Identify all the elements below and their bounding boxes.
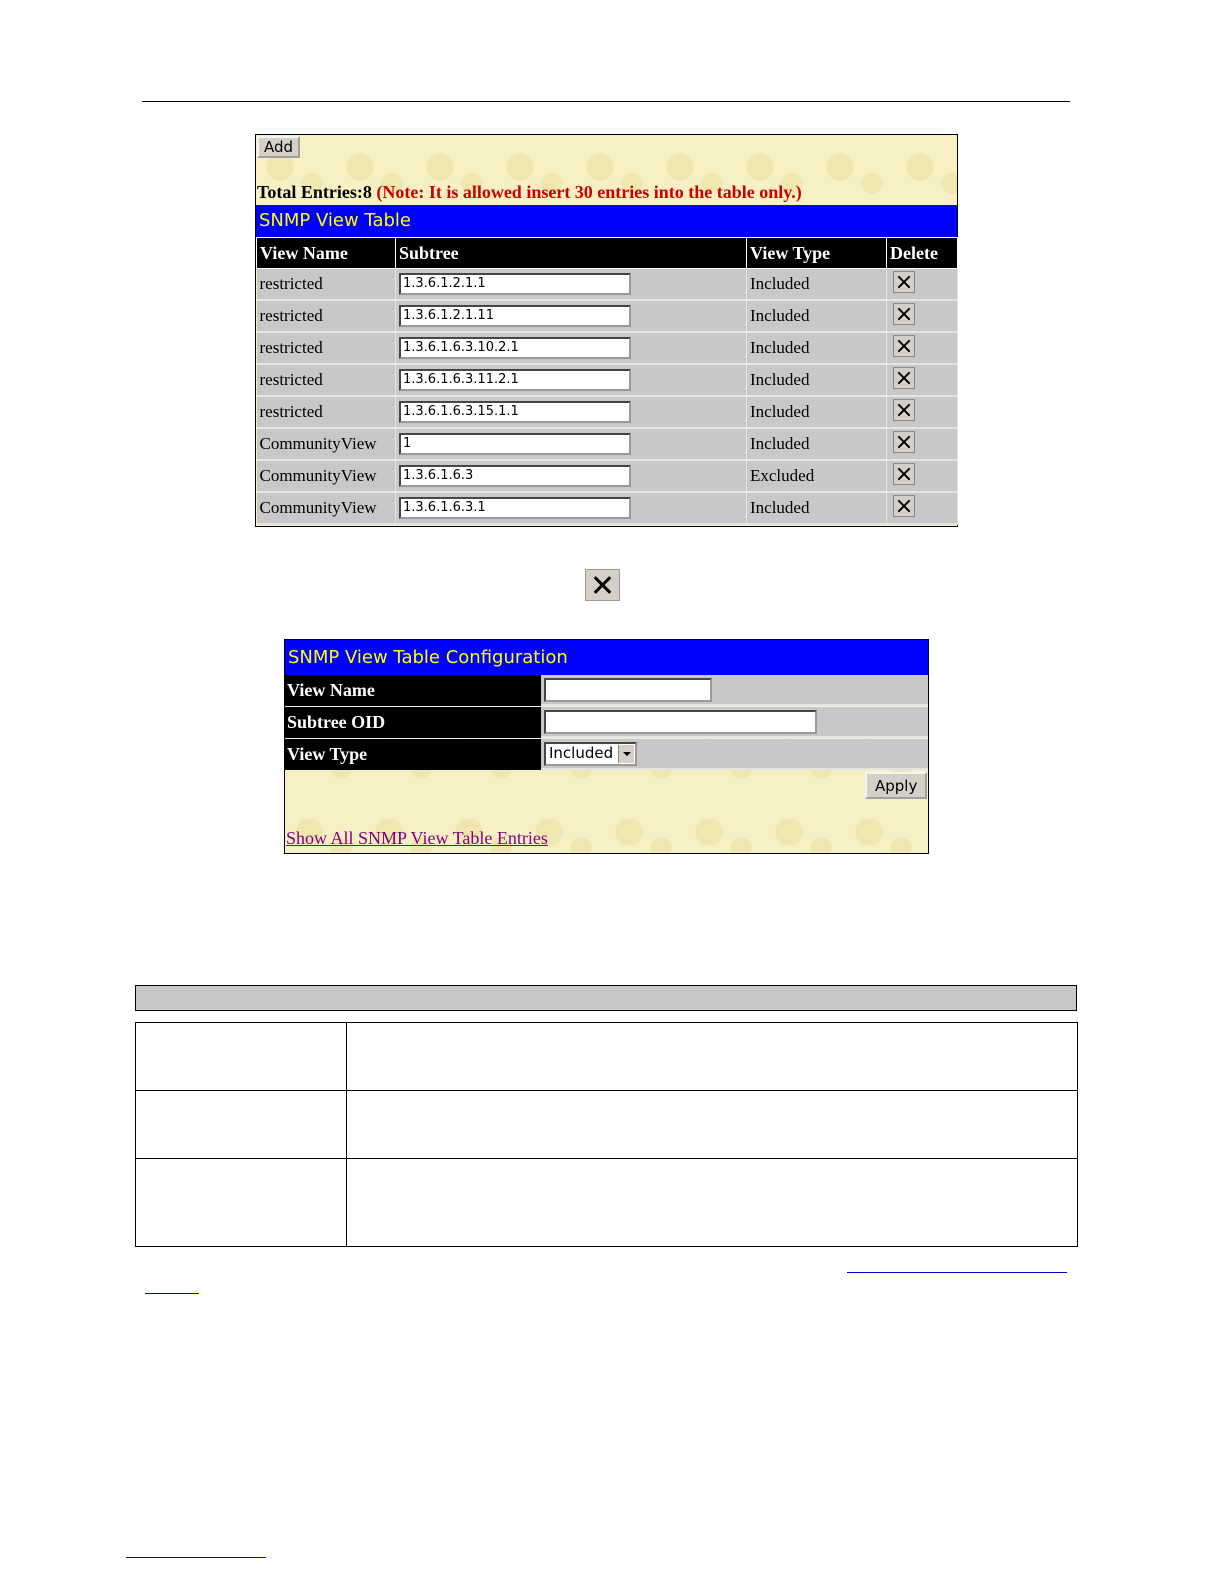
delete-cell [887, 332, 958, 364]
view-name-label: View Name [285, 675, 541, 706]
delete-cell [887, 428, 958, 460]
view-name-cell [541, 675, 928, 706]
delete-x-icon[interactable] [893, 495, 915, 517]
config-title: SNMP View Table Configuration [285, 640, 928, 675]
table-row [136, 1091, 1078, 1159]
param-cell [136, 1023, 347, 1091]
view-type-cell: Included [747, 396, 887, 428]
snmp-view-config-panel [284, 639, 929, 854]
hyperlink-underline[interactable] [145, 1293, 199, 1294]
subtree-input[interactable]: 1.3.6.1.6.3.11.2.1 [399, 369, 631, 391]
view-type-label: View Type [285, 739, 541, 770]
subtree-input[interactable]: 1.3.6.1.6.3 [399, 465, 631, 487]
view-type-cell: Excluded [747, 460, 887, 492]
view-type-cell: Included [747, 492, 887, 524]
delete-x-icon [585, 569, 620, 601]
add-button[interactable]: Add [257, 136, 300, 158]
table-row [257, 492, 958, 524]
subtree-cell [396, 428, 747, 460]
header-rule [142, 101, 1070, 102]
view-type-cell: Included [747, 269, 887, 301]
view-name-cell: restricted [257, 300, 396, 332]
delete-x-icon[interactable] [893, 431, 915, 453]
view-name-cell: restricted [257, 332, 396, 364]
subtree-input[interactable]: 1.3.6.1.2.1.11 [399, 305, 631, 327]
subtree-oid-cell [541, 707, 928, 738]
col-delete: Delete [887, 238, 958, 269]
total-entries [257, 182, 802, 203]
view-type-selected: Included [549, 744, 614, 762]
param-cell [136, 1091, 347, 1159]
table-header-row [257, 238, 958, 269]
view-type-select[interactable] [544, 742, 637, 766]
subtree-cell [396, 269, 747, 301]
view-type-cell: Included [747, 428, 887, 460]
view-type-cell [541, 739, 928, 770]
col-subtree: Subtree [396, 238, 747, 269]
subtree-input[interactable]: 1.3.6.1.6.3.15.1.1 [399, 401, 631, 423]
view-name-cell: CommunityView [257, 492, 396, 524]
subtree-cell [396, 364, 747, 396]
total-entries-label: Total Entries:8 [257, 182, 372, 202]
delete-cell [887, 460, 958, 492]
subtree-oid-row [285, 707, 928, 738]
chevron-down-icon[interactable] [618, 745, 634, 763]
view-type-row [285, 739, 928, 770]
delete-cell [887, 300, 958, 332]
table-row [136, 1159, 1078, 1247]
subtree-input[interactable]: 1.3.6.1.2.1.1 [399, 273, 631, 295]
subtree-cell [396, 300, 747, 332]
table-row [257, 300, 958, 332]
delete-x-icon[interactable] [893, 335, 915, 357]
delete-x-icon[interactable] [893, 303, 915, 325]
view-type-cell: Included [747, 364, 887, 396]
view-name-cell: restricted [257, 269, 396, 301]
param-cell [136, 1159, 347, 1247]
subtree-cell [396, 396, 747, 428]
delete-cell [887, 492, 958, 524]
description-table [135, 1022, 1078, 1247]
delete-x-icon[interactable] [893, 367, 915, 389]
subtree-oid-label: Subtree OID [285, 707, 541, 738]
subtree-cell [396, 460, 747, 492]
view-name-cell: restricted [257, 364, 396, 396]
delete-x-icon[interactable] [893, 399, 915, 421]
footer-link-underline[interactable] [126, 1557, 266, 1558]
view-table-title: SNMP View Table [256, 205, 957, 237]
table-row [257, 460, 958, 492]
delete-cell [887, 269, 958, 301]
snmp-view-table-panel [255, 134, 958, 527]
delete-x-icon[interactable] [893, 463, 915, 485]
view-name-cell: CommunityView [257, 428, 396, 460]
entries-note: (Note: It is allowed insert 30 entries into the table only.) [376, 182, 802, 202]
view-name-row [285, 675, 928, 706]
subtree-cell [396, 332, 747, 364]
delete-cell [887, 396, 958, 428]
view-type-cell: Included [747, 300, 887, 332]
subtree-input[interactable]: 1.3.6.1.6.3.10.2.1 [399, 337, 631, 359]
view-name-cell: restricted [257, 396, 396, 428]
desc-cell [347, 1091, 1078, 1159]
subtree-oid-input[interactable] [544, 710, 817, 734]
view-name-input[interactable] [544, 678, 712, 702]
table-row [257, 364, 958, 396]
view-name-cell: CommunityView [257, 460, 396, 492]
delete-x-icon[interactable] [893, 271, 915, 293]
show-all-entries-link[interactable]: Show All SNMP View Table Entries [286, 828, 548, 848]
apply-button[interactable]: Apply [865, 772, 927, 799]
description-table-header [135, 985, 1077, 1011]
desc-cell [347, 1023, 1078, 1091]
view-type-cell: Included [747, 332, 887, 364]
hyperlink-underline[interactable] [847, 1272, 1067, 1273]
subtree-input[interactable]: 1.3.6.1.6.3.1 [399, 497, 631, 519]
col-view-type: View Type [747, 238, 887, 269]
table-row [257, 332, 958, 364]
table-row [257, 269, 958, 301]
table-row [257, 428, 958, 460]
delete-cell [887, 364, 958, 396]
subtree-cell [396, 492, 747, 524]
desc-cell [347, 1159, 1078, 1247]
subtree-input[interactable]: 1 [399, 433, 631, 455]
table-row [257, 396, 958, 428]
view-table [256, 237, 958, 525]
table-row [136, 1023, 1078, 1091]
col-view-name: View Name [257, 238, 396, 269]
